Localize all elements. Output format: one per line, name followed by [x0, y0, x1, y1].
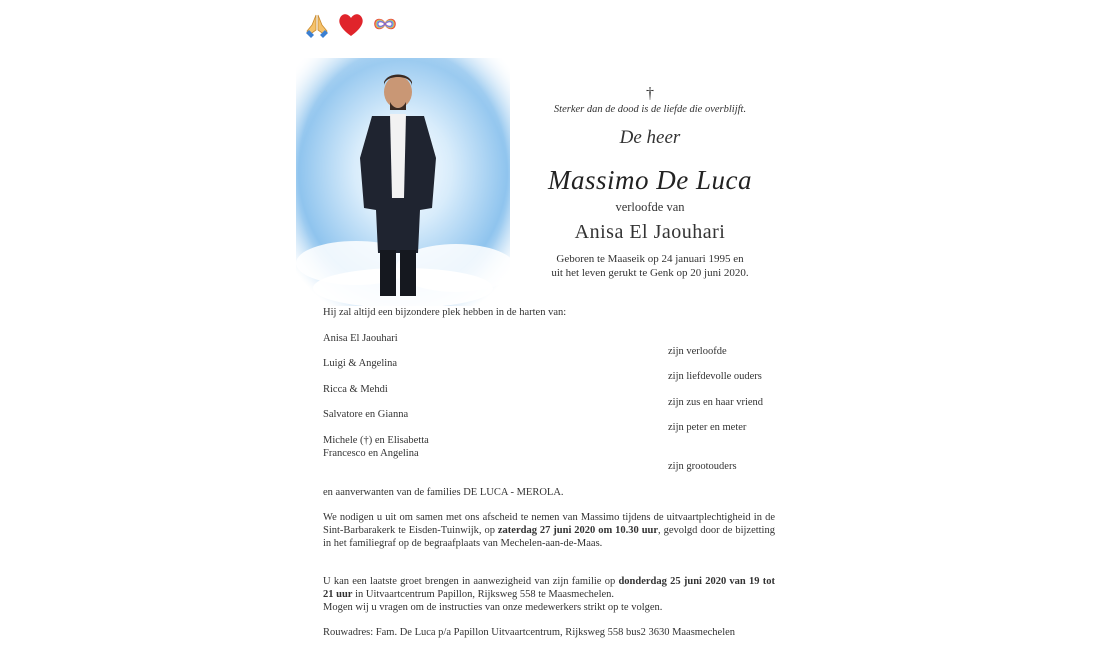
intro-line: Hij zal altijd een bijzondere plek hebben in de harten van: — [323, 307, 567, 318]
visit-text-1: U kan een laatste groet brengen in aanwezigheid van zijn familie op — [323, 576, 619, 587]
families-line: en aanverwanten van de families DE LUCA - MEROLA. — [323, 487, 564, 498]
deceased-name: Massimo De Luca — [548, 165, 752, 195]
quote: Sterker dan de dood is de liefde die overblijft. — [553, 104, 747, 115]
family-relation-4: zijn peter en meter — [668, 422, 747, 433]
visit-text-2: in Uitvaartcentrum Papillon, Rijksweg 558 te Maasmechelen. — [352, 589, 615, 600]
praying-hands-icon — [302, 9, 332, 39]
relation-label: verloofde van — [615, 200, 685, 214]
visit-instructions: Mogen wij u vragen om de instructies van onze medewerkers strikt op te volgen. — [323, 602, 663, 613]
ceremony-paragraph — [323, 511, 775, 550]
ceremony-text-1: We nodigen u uit om samen met ons afscheid te nemen van Massimo tijdens de uitvaartplechtigheid in de Sint-Barbarakerk te Eisden-Tuinwijk, op — [323, 512, 775, 536]
cross-icon: † — [646, 85, 654, 102]
honorific: De heer — [619, 127, 681, 148]
mourning-address: Rouwadres: Fam. De Luca p/a Papillon Uitvaartcentrum, Rijksweg 558 bus2 3630 Maasmechelen — [323, 627, 736, 638]
visit-date: donderdag 25 juni 2020 van 19 tot 21 uur — [323, 576, 776, 600]
family-name-3: Ricca & Mehdi — [323, 384, 388, 395]
family-relation-3: zijn zus en haar vriend — [668, 397, 764, 408]
rainbow-infinity-icon — [370, 9, 400, 39]
notice-header — [520, 86, 780, 280]
family-relation-1: zijn verloofde — [668, 346, 727, 357]
ceremony-text-2: , gevolgd door de bijzetting in het familiegraf op de begraafplaats van Mechelen-aan-de-Maas. — [323, 525, 775, 549]
emoji-row — [302, 8, 400, 40]
family-name-5a: Michele (†) en Elisabetta — [323, 435, 429, 446]
family-name-1: Anisa El Jaouhari — [323, 333, 398, 344]
red-heart-icon — [336, 9, 366, 39]
ceremony-date: zaterdag 27 juni 2020 om 10.30 uur — [497, 525, 659, 536]
visitation-paragraph — [323, 575, 775, 614]
died-line: uit het leven gerukt te Genk op 20 juni 2020. — [551, 267, 749, 279]
life-dates — [520, 252, 780, 280]
family-relation-2: zijn liefdevolle ouders — [668, 371, 762, 382]
partner-name: Anisa El Jaouhari — [574, 221, 726, 243]
family-name-2: Luigi & Angelina — [323, 358, 398, 369]
family-name-5b: Francesco en Angelina — [323, 448, 419, 459]
born-line: Geboren te Maaseik op 24 januari 1995 en — [556, 253, 744, 265]
family-name-4: Salvatore en Gianna — [323, 409, 409, 420]
family-relation-5: zijn grootouders — [668, 461, 737, 472]
portrait-photo — [296, 58, 510, 306]
